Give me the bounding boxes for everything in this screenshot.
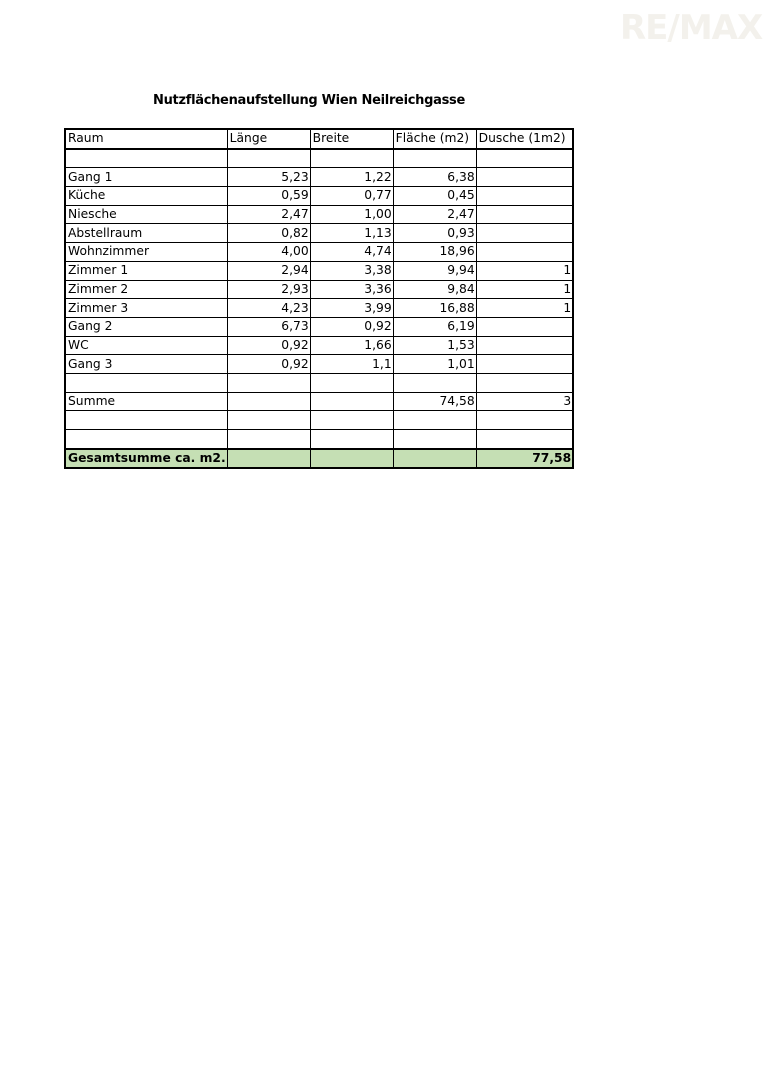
table-row [65, 355, 573, 374]
laenge-cell [227, 373, 310, 392]
header-breite: Breite [310, 129, 393, 149]
flaeche-cell: 9,94 [393, 261, 476, 280]
laenge-cell [227, 392, 310, 411]
dusche-cell [476, 243, 573, 262]
dusche-cell: 3 [476, 392, 573, 411]
raum-cell: Zimmer 1 [65, 261, 227, 280]
laenge-cell [227, 149, 310, 168]
raum-cell [65, 411, 227, 430]
dusche-cell [476, 411, 573, 430]
flaeche-cell: 6,19 [393, 317, 476, 336]
raum-cell: Summe [65, 392, 227, 411]
laenge-cell: 0,92 [227, 336, 310, 355]
breite-cell: 1,00 [310, 205, 393, 224]
dusche-cell [476, 317, 573, 336]
laenge-cell: 0,59 [227, 187, 310, 206]
raum-cell: Zimmer 2 [65, 280, 227, 299]
flaeche-cell [393, 149, 476, 168]
total-empty-cell [227, 449, 310, 469]
breite-cell: 0,92 [310, 317, 393, 336]
table-row [65, 317, 573, 336]
header-dusche: Dusche (1m2) [476, 129, 573, 149]
dusche-cell: 1 [476, 299, 573, 318]
remax-watermark: RE/MAX [620, 8, 763, 48]
total-empty-cell [310, 449, 393, 469]
flaeche-cell: 0,45 [393, 187, 476, 206]
raum-cell: Gang 3 [65, 355, 227, 374]
raum-cell [65, 373, 227, 392]
page-title: Nutzflächenaufstellung Wien Neilreichgasse [153, 93, 465, 108]
breite-cell [310, 373, 393, 392]
raum-cell: Gang 2 [65, 317, 227, 336]
dusche-cell: 1 [476, 280, 573, 299]
dusche-cell [476, 224, 573, 243]
laenge-cell: 2,47 [227, 205, 310, 224]
laenge-cell: 0,92 [227, 355, 310, 374]
breite-cell [310, 392, 393, 411]
total-empty-cell [393, 449, 476, 469]
raum-cell: Wohnzimmer [65, 243, 227, 262]
table-row [65, 280, 573, 299]
breite-cell [310, 149, 393, 168]
breite-cell: 3,99 [310, 299, 393, 318]
table-row [65, 411, 573, 430]
breite-cell: 3,36 [310, 280, 393, 299]
table-row [65, 205, 573, 224]
flaeche-cell: 18,96 [393, 243, 476, 262]
table-row [65, 187, 573, 206]
total-row [65, 449, 573, 469]
raum-cell: WC [65, 336, 227, 355]
raum-cell: Niesche [65, 205, 227, 224]
dusche-cell [476, 205, 573, 224]
area-table [64, 128, 574, 469]
laenge-cell: 0,82 [227, 224, 310, 243]
flaeche-cell: 16,88 [393, 299, 476, 318]
table-row [65, 243, 573, 262]
flaeche-cell: 1,01 [393, 355, 476, 374]
breite-cell: 1,66 [310, 336, 393, 355]
dusche-cell [476, 149, 573, 168]
laenge-cell: 2,94 [227, 261, 310, 280]
dusche-cell [476, 168, 573, 187]
table-row [65, 392, 573, 411]
flaeche-cell [393, 430, 476, 449]
laenge-cell: 5,23 [227, 168, 310, 187]
flaeche-cell: 6,38 [393, 168, 476, 187]
dusche-cell [476, 355, 573, 374]
breite-cell [310, 430, 393, 449]
dusche-cell [476, 373, 573, 392]
breite-cell [310, 411, 393, 430]
header-flaeche: Fläche (m2) [393, 129, 476, 149]
breite-cell: 1,13 [310, 224, 393, 243]
breite-cell: 4,74 [310, 243, 393, 262]
flaeche-cell [393, 411, 476, 430]
table-row [65, 430, 573, 449]
breite-cell: 1,22 [310, 168, 393, 187]
flaeche-cell [393, 373, 476, 392]
breite-cell: 1,1 [310, 355, 393, 374]
dusche-cell [476, 430, 573, 449]
flaeche-cell: 0,93 [393, 224, 476, 243]
table-row [65, 299, 573, 318]
table-row [65, 168, 573, 187]
dusche-cell: 1 [476, 261, 573, 280]
breite-cell: 0,77 [310, 187, 393, 206]
table-row [65, 149, 573, 168]
breite-cell: 3,38 [310, 261, 393, 280]
table-header-row [65, 129, 573, 149]
flaeche-cell: 9,84 [393, 280, 476, 299]
laenge-cell [227, 430, 310, 449]
header-raum: Raum [65, 129, 227, 149]
raum-cell [65, 149, 227, 168]
raum-cell: Gang 1 [65, 168, 227, 187]
raum-cell: Küche [65, 187, 227, 206]
total-value: 77,58 [476, 449, 573, 469]
table-row [65, 336, 573, 355]
laenge-cell: 6,73 [227, 317, 310, 336]
laenge-cell: 2,93 [227, 280, 310, 299]
table-row [65, 261, 573, 280]
raum-cell: Abstellraum [65, 224, 227, 243]
laenge-cell: 4,00 [227, 243, 310, 262]
laenge-cell: 4,23 [227, 299, 310, 318]
table-row [65, 224, 573, 243]
total-label: Gesamtsumme ca. m2. [65, 449, 227, 469]
raum-cell: Zimmer 3 [65, 299, 227, 318]
table-row [65, 373, 573, 392]
raum-cell [65, 430, 227, 449]
flaeche-cell: 2,47 [393, 205, 476, 224]
laenge-cell [227, 411, 310, 430]
flaeche-cell: 74,58 [393, 392, 476, 411]
flaeche-cell: 1,53 [393, 336, 476, 355]
header-laenge: Länge [227, 129, 310, 149]
dusche-cell [476, 187, 573, 206]
dusche-cell [476, 336, 573, 355]
